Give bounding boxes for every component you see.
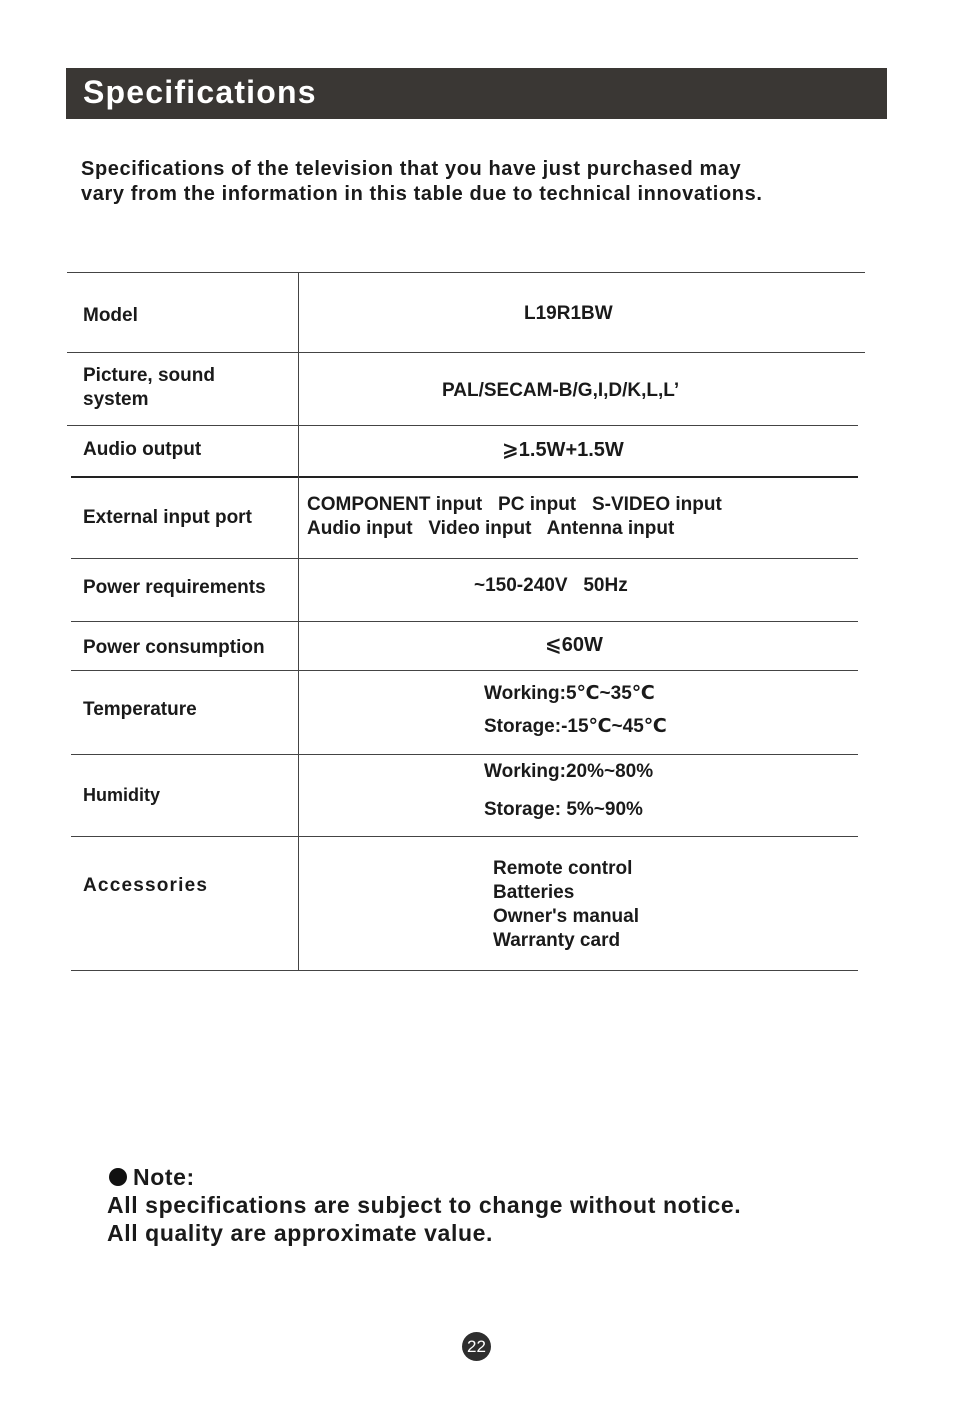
table-rule — [71, 754, 858, 755]
table-rule — [71, 970, 858, 971]
note-heading: Note: — [133, 1164, 195, 1190]
list-item: Owner's manual — [493, 906, 640, 927]
row-value-picture-sound: PAL/SECAM-B/G,I,D/K,L,L’ — [442, 380, 680, 401]
row-value-humidity-working: Working:20%~80% — [484, 761, 654, 782]
row-label-accessories: Accessories — [83, 875, 209, 896]
row-value-humidity-storage: Storage: 5%~90% — [484, 799, 643, 820]
note-line: All specifications are subject to change without notice. — [107, 1192, 742, 1218]
table-rule — [71, 476, 858, 478]
row-label-audio-output: Audio output — [83, 439, 202, 460]
section-header — [66, 68, 887, 119]
value-line: Audio input Video input Antenna input — [307, 518, 675, 539]
row-label-picture-sound — [83, 364, 215, 412]
table-rule — [67, 272, 865, 273]
page-title: Specifications — [83, 74, 317, 110]
list-item: Warranty card — [493, 930, 621, 951]
bullet-icon — [109, 1168, 127, 1186]
note-block — [107, 1163, 741, 1247]
row-value-temperature-storage: Storage:-15℃~45℃ — [484, 716, 667, 737]
intro-line: Specifications of the television that you have just purchased may — [81, 158, 742, 180]
intro-paragraph — [81, 157, 901, 207]
row-label-temperature: Temperature — [83, 699, 197, 720]
list-item: Batteries — [493, 882, 575, 903]
label-line: system — [83, 389, 149, 410]
row-label-power-requirements: Power requirements — [83, 577, 266, 598]
row-value-power-requirements: ~150-240V 50Hz — [474, 575, 628, 596]
column-divider — [298, 272, 299, 970]
note-line: All quality are approximate value. — [107, 1220, 493, 1246]
page-number: 22 — [462, 1332, 491, 1361]
row-label-external-input: External input port — [83, 507, 252, 528]
row-label-power-consumption: Power consumption — [83, 637, 265, 658]
intro-line: vary from the information in this table due to technical innovations. — [81, 183, 763, 205]
row-label-model: Model — [83, 305, 138, 326]
row-value-external-input — [307, 493, 722, 541]
label-line: Picture, sound — [83, 365, 215, 386]
list-item: Remote control — [493, 858, 633, 879]
row-value-accessories — [493, 857, 639, 953]
row-value-power-consumption: ⩽60W — [545, 634, 603, 656]
table-rule — [67, 352, 865, 353]
row-value-model: L19R1BW — [524, 303, 613, 324]
table-rule — [71, 670, 858, 671]
note-heading-line — [107, 1163, 741, 1191]
row-label-humidity: Humidity — [83, 785, 161, 805]
table-rule — [71, 558, 858, 559]
table-rule — [71, 621, 858, 622]
row-value-audio-output: ⩾1.5W+1.5W — [502, 439, 624, 461]
table-rule — [67, 425, 858, 426]
value-line: COMPONENT input PC input S-VIDEO input — [307, 494, 722, 515]
table-rule — [71, 836, 858, 837]
row-value-temperature-working: Working:5℃~35℃ — [484, 683, 655, 704]
